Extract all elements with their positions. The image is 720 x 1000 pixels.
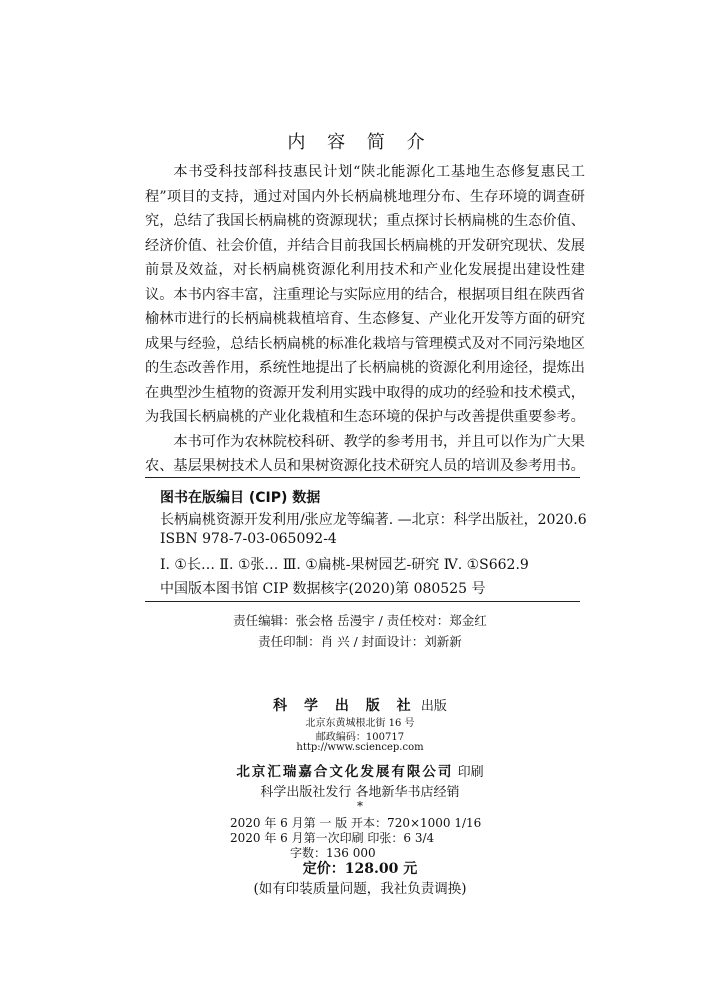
- separator-star: *: [357, 799, 363, 813]
- publisher-address: 北京东黄城根北街 16 号: [305, 718, 415, 729]
- cip-isbn: ISBN 978-7-03-065092-4: [160, 531, 337, 547]
- printer-suffix: 印刷: [457, 765, 484, 780]
- publisher-postcode: 邮政编码：100717: [315, 732, 405, 743]
- distribution-line: 科学出版社发行 各地新华书店经销: [260, 785, 460, 800]
- quality-notice: (如有印装质量问题，我社负责调换): [253, 881, 467, 897]
- abstract: [145, 160, 585, 479]
- abstract-paragraph-1: 本书受科技部科技惠民计划“陕北能源化工基地生态修复惠民工程”项目的支持，通过对国内外长柄扁桃地理分布、生存环境的调查研究，总结了我国长柄扁桃的资源现状；重点探讨长柄扁桃的生态价值、经济价值、社会价值，并结合目前我国长柄扁桃的开发研究现状、发展前景及效益，对长柄扁桃资源化利用技术和产业化发展提出建设性建议。本书内容丰富，注重理论与实际应用的结合，根据项目组在陕西省榆林市进行的长柄扁桃栽植培育、生态修复、产业化开发等方面的研究成果与经验，总结长柄扁桃的标准化栽培与管理模式及对不同污染地区的生态改善作用，系统性地提出了长柄扁桃的资源化利用途径，提炼出在典型沙生植物的资源开发利用实践中取得的成功的经验和技术模式，为我国长柄扁桃的产业化栽植和生态环境的保护与改善提供重要参考。: [145, 164, 585, 425]
- credits-production: 责任印制：肖 兴 / 封面设计：刘新新: [258, 634, 462, 649]
- edition-line: 2020 年 6 月第 一 版 开本：720×1000 1/16: [230, 816, 482, 830]
- abstract-paragraph-2: 本书可作为农林院校科研、教学的参考用书，并且可以作为广大果农、基层果树技术人员和果树资源化技术研究人员的培训及参考用书。: [145, 433, 585, 474]
- divider-bottom: [145, 601, 580, 602]
- printing-line: 2020 年 6 月第一次印刷 印张：6 3/4: [230, 831, 435, 845]
- page-title: 内 容 简 介: [287, 132, 433, 153]
- cip-heading: 图书在版编目 (CIP) 数据: [160, 490, 321, 506]
- credits-editors: 责任编辑：张会格 岳漫宇 / 责任校对：郑金红: [233, 613, 487, 628]
- word-count-line: 字数：136 000: [290, 846, 376, 860]
- publisher-name: 科 学 出 版 社: [273, 698, 417, 714]
- publisher-suffix: 出版: [420, 699, 447, 714]
- printer-line: [0, 760, 720, 780]
- publisher-line: [0, 695, 720, 715]
- cip-library-record: 中国版本图书馆 CIP 数据核字(2020)第 080525 号: [160, 581, 486, 597]
- cip-classification: Ⅰ. ①长… Ⅱ. ①张… Ⅲ. ①扁桃-果树园艺-研究 Ⅳ. ①S662.9: [160, 557, 529, 573]
- price: 定价：128.00 元: [302, 861, 418, 877]
- printer-name: 北京汇瑞嘉合文化发展有限公司: [236, 764, 454, 780]
- cip-bibliographic-line: 长柄扁桃资源开发利用/张应龙等编著. —北京：科学出版社，2020.6: [160, 512, 587, 528]
- publisher-url: http://www.sciencep.com: [296, 742, 424, 753]
- divider-top: [145, 477, 580, 478]
